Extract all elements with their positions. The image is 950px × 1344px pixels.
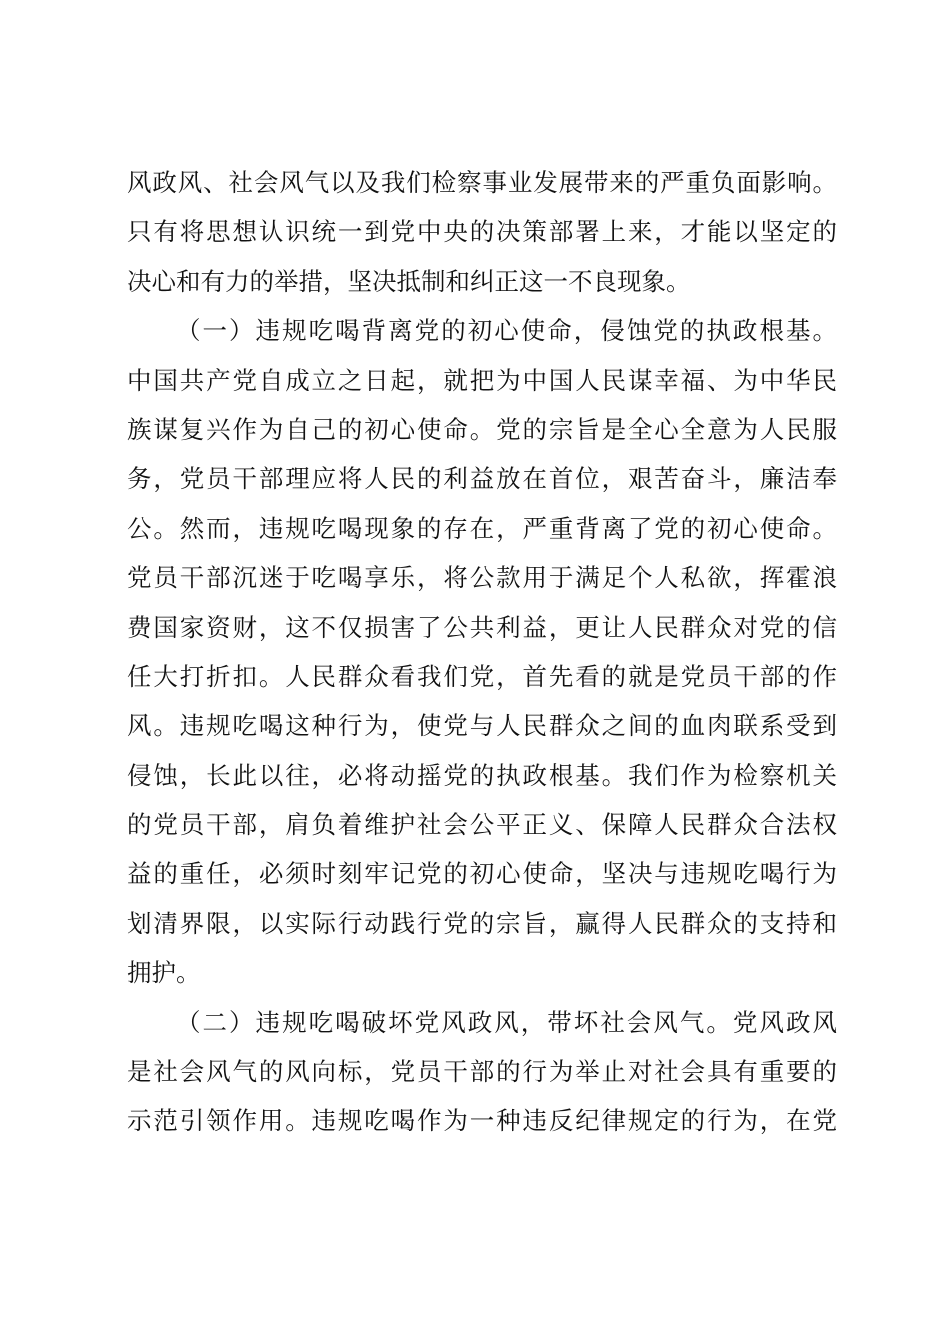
text-line: 决心和有力的举措，坚决抵制和纠正这一不良现象。: [127, 266, 691, 296]
text-line: 任大打折扣。人民群众看我们党，首先看的就是党员干部的作: [127, 661, 837, 691]
text-line: 风。违规吃喝这种行为，使党与人民群众之间的血肉联系受到: [127, 711, 837, 741]
text-line: 侵蚀，长此以往，必将动摇党的执政根基。我们作为检察机关: [127, 760, 837, 790]
text-line: 益的重任，必须时刻牢记党的初心使命，坚决与违规吃喝行为: [127, 859, 837, 889]
section-heading-line: （二）违规吃喝破坏党风政风，带坏社会风气。党风政风: [176, 1007, 837, 1037]
text-line: 务，党员干部理应将人民的利益放在首位，艰苦奋斗，廉洁奉: [127, 464, 837, 494]
text-line: 费国家资财，这不仅损害了公共利益，更让人民群众对党的信: [127, 612, 837, 642]
text-line: 拥护。: [127, 958, 201, 988]
text-line: 党员干部沉迷于吃喝享乐，将公款用于满足个人私欲，挥霍浪: [127, 563, 837, 593]
text-line: 族谋复兴作为自己的初心使命。党的宗旨是全心全意为人民服: [127, 414, 837, 444]
text-line: 的党员干部，肩负着维护社会公平正义、保障人民群众合法权: [127, 810, 837, 840]
text-line: 划清界限，以实际行动践行党的宗旨，赢得人民群众的支持和: [127, 908, 837, 938]
body-text: [127, 158, 837, 1146]
text-line: 只有将思想认识统一到党中央的决策部署上来，才能以坚定的: [127, 217, 837, 247]
text-line: 中国共产党自成立之日起，就把为中国人民谋幸福、为中华民: [127, 365, 837, 395]
text-line: 风政风、社会风气以及我们检察事业发展带来的严重负面影响。: [127, 168, 837, 197]
section-heading-line: （一）违规吃喝背离党的初心使命，侵蚀党的执政根基。: [176, 316, 837, 346]
text-line: 公。然而，违规吃喝现象的存在，严重背离了党的初心使命。: [127, 513, 837, 543]
text-line: 示范引领作用。违规吃喝作为一种违反纪律规定的行为，在党: [127, 1106, 837, 1136]
text-line: 是社会风气的风向标，党员干部的行为举止对社会具有重要的: [127, 1057, 837, 1087]
